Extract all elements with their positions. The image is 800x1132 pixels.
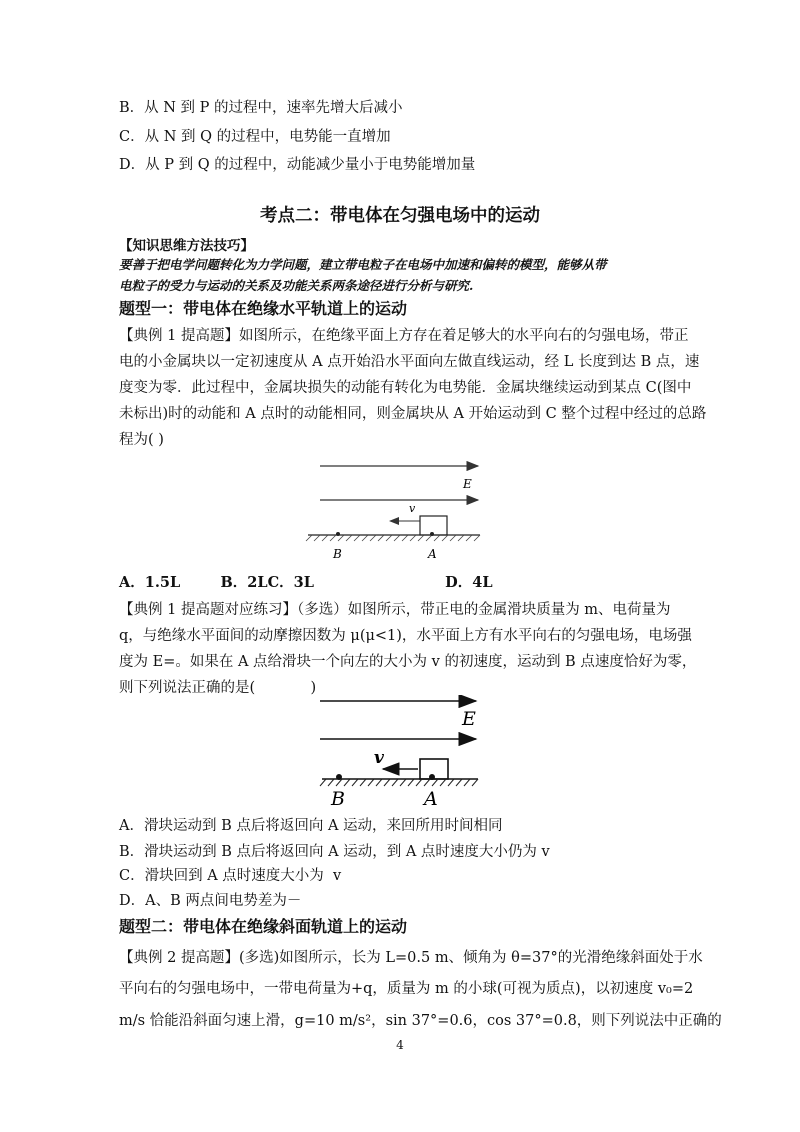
ex2-line-1: 【典例 2 提高题】(多选)如图所示，长为 L=0.5 m、倾角为 θ=37°的光滑绝缘斜面处于水 — [119, 950, 703, 966]
ex1p-line-4: 则下列说法正确的是( ) — [119, 680, 317, 696]
field-label-e: E — [463, 477, 472, 491]
point-a — [430, 532, 434, 536]
ex2-line-3: m/s 恰能沿斜面匀速上滑，g=10 m/s²，sin 37°=0.6，cos 37°=0.8，则下列说法中正确的 — [119, 1013, 722, 1029]
ex1-options: A．1.5L B．2LC．3L D．4L — [119, 574, 493, 591]
ex1p-line-3: 度为 E=。如果在 A 点给滑块一个向左的大小为 v 的初速度，运动到 B 点速度恰好为零， — [119, 654, 697, 670]
type2-heading: 题型二：带电体在绝缘斜面轨道上的运动 — [119, 917, 408, 936]
page-number: 4 — [396, 1038, 404, 1052]
section-title: 考点二：带电体在匀强电场中的运动 — [260, 206, 540, 226]
label-b: B — [333, 547, 342, 561]
label-b: B — [331, 788, 345, 810]
ex1-line-5: 程为( ) — [119, 432, 164, 448]
option-c: C．从 N 到 Q 的过程中，电势能一直增加 — [119, 129, 391, 145]
ex1p-option-d: D．A、B 两点间电势差为－ — [119, 893, 302, 909]
ex1-line-2: 电的小金属块以一定初速度从 A 点开始沿水平面向左做直线运动，经 L 长度到达 B 点，速 — [119, 354, 700, 370]
tips-heading: 【知识思维方法技巧】 — [119, 238, 254, 254]
label-a: A — [428, 547, 437, 561]
label-a: A — [424, 788, 438, 810]
ground-hatch — [306, 535, 480, 541]
point-b — [336, 774, 342, 780]
ex1p-line-1: 【典例 1 提高题对应练习】（多选）如图所示，带正电的金属滑块质量为 m、电荷量为 — [119, 602, 671, 618]
figure-2 — [0, 695, 800, 810]
field-label-e: E — [462, 708, 476, 730]
option-b: B．从 N 到 P 的过程中，速率先增大后减小 — [119, 100, 403, 116]
tips-line-1: 要善于把电学问题转化为力学问题，建立带电粒子在电场中加速和偏转的模型，能够从带 — [119, 257, 607, 272]
ex1-line-3: 度变为零．此过程中，金属块损失的动能有转化为电势能．金属块继续运动到某点 C(图中 — [119, 380, 692, 396]
ex1p-option-a: A．滑块运动到 B 点后将返回向 A 运动，来回所用时间相同 — [119, 818, 503, 834]
ex2-line-2: 平向右的匀强电场中，一带电荷量为+q，质量为 m 的小球(可视为质点)，以初速度 v₀=2 — [119, 981, 694, 997]
metal-block — [420, 516, 447, 535]
velocity-label: v — [409, 502, 416, 515]
ground-hatch — [320, 779, 478, 786]
ex1p-option-c: C．滑块回到 A 点时速度大小为 v — [119, 868, 342, 884]
point-a — [429, 774, 435, 780]
type1-heading: 题型一：带电体在绝缘水平轨道上的运动 — [119, 299, 408, 318]
point-b — [336, 532, 340, 536]
ex1p-line-2: q，与绝缘水平面间的动摩擦因数为 μ(μ<1)，水平面上方有水平向右的匀强电场，电场强 — [119, 628, 692, 644]
figure-1 — [0, 455, 800, 565]
ex1-line-4: 未标出)时的动能和 A 点时的动能相同，则金属块从 A 开始运动到 C 整个过程中经过的总路 — [119, 406, 707, 422]
ex1-line-1: 【典例 1 提高题】如图所示，在绝缘平面上方存在着足够大的水平向右的匀强电场，带正 — [119, 328, 689, 344]
ex1p-option-b: B．滑块运动到 B 点后将返回向 A 运动，到 A 点时速度大小仍为 v — [119, 844, 550, 860]
option-d: D．从 P 到 Q 的过程中，动能减少量小于电势能增加量 — [119, 157, 476, 173]
velocity-label: v — [374, 748, 384, 768]
tips-line-2: 电粒子的受力与运动的关系及功能关系两条途径进行分析与研究. — [119, 278, 474, 293]
